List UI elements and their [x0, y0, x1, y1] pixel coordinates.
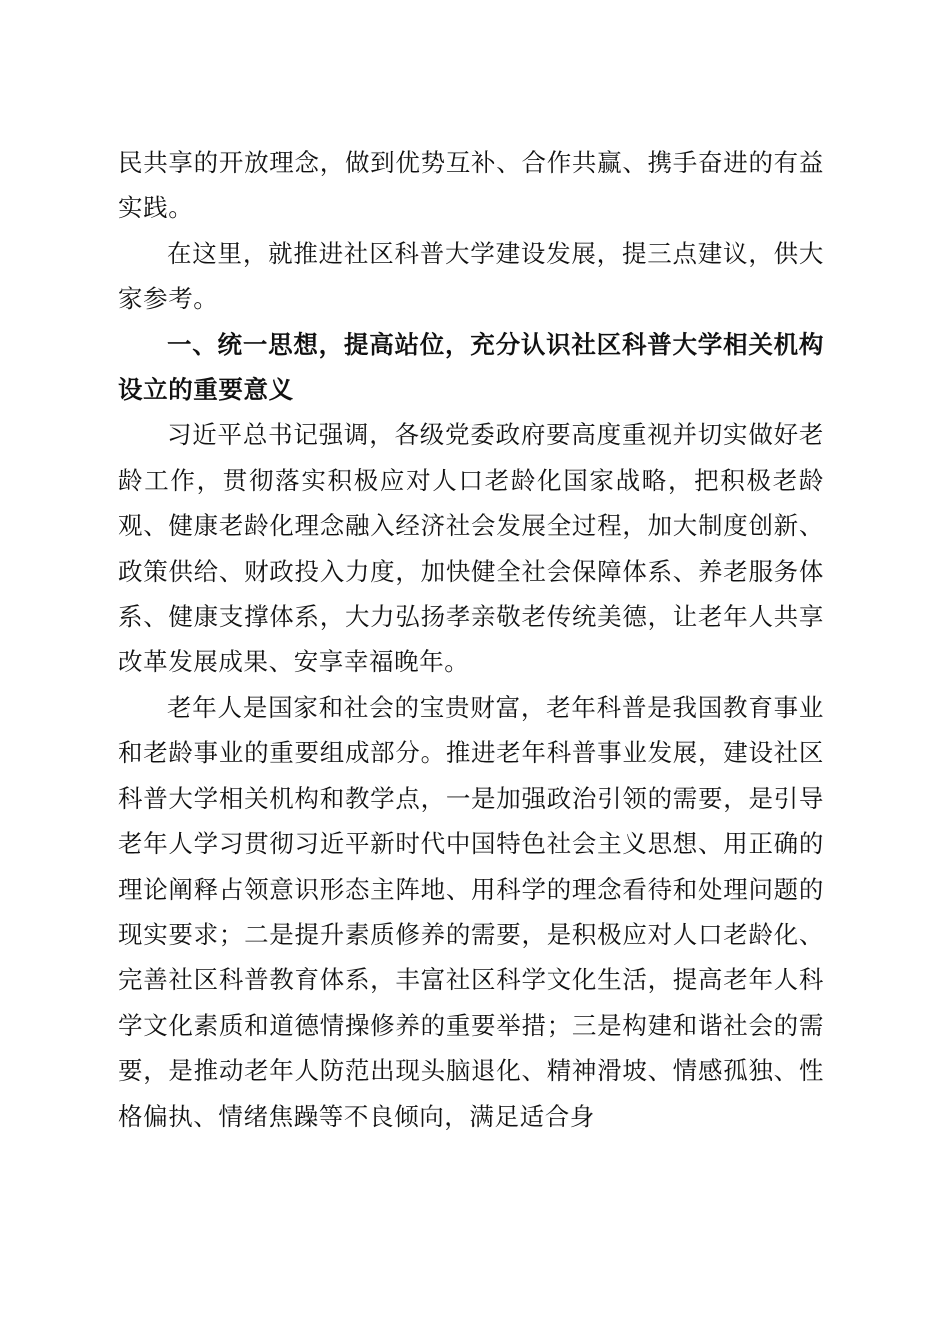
- continuation-paragraph: 民共享的开放理念，做到优势互补、合作共赢、携手奋进的有益实践。: [118, 148, 824, 223]
- document-body: [118, 140, 824, 1139]
- suggestion-intro-paragraph: 在这里，就推进社区科普大学建设发展，提三点建议，供大家参考。: [118, 238, 824, 314]
- quote-paragraph: 习近平总书记强调，各级党委政府要高度重视并切实做好老龄工作，贯彻落实积极应对人口老龄化国家战略，把积极老龄观、健康老龄化理念融入经济社会发展全过程，加大制度创新、政策供给、财政投入力度，加快健全社会保障体系、养老服务体系、健康支撑体系，大力弘扬孝亲敬老传统美德，让老年人共享改革发展成果、安享幸福晚年。: [118, 420, 824, 677]
- section-heading-1: 一、统一思想，提高站位，充分认识社区科普大学相关机构设立的重要意义: [118, 329, 824, 405]
- significance-paragraph: 老年人是国家和社会的宝贵财富，老年科普是我国教育事业和老龄事业的重要组成部分。推进老年科普事业发展，建设社区科普大学相关机构和教学点，一是加强政治引领的需要，是引导老年人学习贯彻习近平新时代中国特色社会主义思想、用正确的理论阐释占领意识形态主阵地、用科学的理念看待和处理问题的现实要求；二是提升素质修养的需要，是积极应对人口老龄化、完善社区科普教育体系，丰富社区科学文化生活，提高老年人科学文化素质和道德情操修养的重要举措；三是构建和谐社会的需要，是推动老年人防范出现头脑退化、精神滑坡、情感孤独、性格偏执、情绪焦躁等不良倾向，满足适合身: [118, 692, 824, 1131]
